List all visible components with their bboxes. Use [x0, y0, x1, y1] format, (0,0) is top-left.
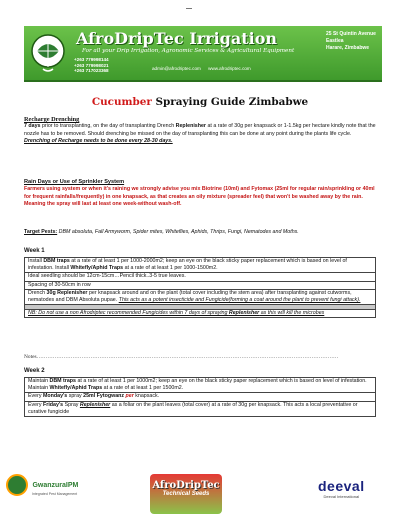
- week-2-traps: Maintain DBM traps at a rate of at least 1 per 1000m2; keep an eye on the black sticky paper replacement which is based on level of infestation. Maintain Whitefly/Aphid Traps at a rate of at least 1 per 1500m2.: [25, 378, 376, 393]
- adt-logo-name: AfroDripTec: [152, 480, 220, 491]
- week-1-label: Week 1: [24, 248, 45, 254]
- footer-logos: [0, 470, 400, 518]
- adt-logo-sub: Technical Seeds: [162, 491, 210, 497]
- table-row: [25, 393, 376, 401]
- page-title: [0, 96, 400, 108]
- phone-3: +263 717023368: [74, 68, 109, 74]
- recharge-title: Recharge Drenching: [24, 116, 80, 123]
- week-1-drench: Drench 30g Replenisher per knapsack around and on the plant (total cover including the stem area) after transplanting against cutworms, nematodes and DBM Absoluta pupae. This acts as a potent insecticide and Fungicide(forming a coat around the plant to prevent fungi attack).: [25, 289, 376, 304]
- website-link[interactable]: www.afrodriptec.com: [208, 66, 251, 71]
- phone-1: +263 779998144: [74, 57, 109, 62]
- rain-paragraph: Farmers using system or when it's raining we strongly advise you mix Biotrine (10ml) and Fytomax (25ml for regular rain/sprinkling or 40ml for frequent rainfalls/frequently) in one knapsack, as that creates an oily mixture (spreader feel) that won't be washed away by the rain. Meaning the spray will last at least one week-without wash-off.: [24, 186, 375, 207]
- week-1-spacing: Spacing of 30-50cm in row: [25, 281, 376, 289]
- deeval-name: deeval: [318, 478, 365, 494]
- week-2-friday: Every Friday's Spray Replenisher as a foliar on the plant leaves (total cover) at a rate of 30g per knapsack. This acts a local preventative or curative fungicide: [25, 401, 376, 416]
- header-mark: [186, 8, 192, 9]
- afrodriptec-seeds-logo: [150, 474, 222, 514]
- company-name: AfroDripTec Irrigation: [76, 29, 277, 48]
- table-row: [25, 378, 376, 393]
- table-row: [25, 401, 376, 416]
- contact-line: [152, 66, 257, 71]
- recharge-paragraph: 7 days prior to transplanting, on the day of transplanting Drench Replenisher at a rate of 30g per knapsack or 1-1.5kg per hectare kindly note that the nozzle has to be removed. Should drenching be missed on the day of transplanting this can be done at any point during the plants life cycle. Drenching of Recharge needs to be done every 28-30 days.: [24, 123, 376, 144]
- table-row: [25, 289, 376, 304]
- globe-leaf-logo-icon: [29, 31, 67, 75]
- table-row: [25, 273, 376, 281]
- week-1-seedling: Ideal seedling should be 12cm-15cm…Pencil thick..3-5 true leaves.: [25, 273, 376, 281]
- company-address: [326, 31, 376, 52]
- title-crop: Cucumber: [91, 96, 152, 108]
- target-pests-list: DBM absoluta, Fall Armyworm, Spider mites, Whiteflies, Aphids, Thrips, Fungi, Nematodes and Moths.: [57, 229, 299, 235]
- target-pests: [24, 229, 376, 236]
- gwanzura-sub: Integrated Pest Management: [32, 492, 78, 496]
- address-line-1: 25 St Quintin Avenue: [326, 31, 376, 37]
- week-1-traps: Install DBM traps at a rate of at least 1 per 1000-2000m2; keep an eye on the black sticky paper replacement which is based on level of infestation. Install Whitefly/Aphid Traps at a rate of at least 1 per 1000-1500m2.: [25, 258, 376, 273]
- phone-list: [74, 57, 109, 74]
- company-tagline: For all your Drip Irrigation, Agronomic Services & Agricultural Equipment: [82, 48, 295, 54]
- gwanzura-logo: [6, 474, 78, 496]
- company-banner: [24, 26, 382, 82]
- week-1-table: [24, 257, 376, 318]
- table-row: [25, 258, 376, 273]
- table-row: [25, 281, 376, 289]
- gwanzura-name: GwanzuraIPM: [32, 481, 79, 489]
- week-2-label: Week 2: [24, 368, 45, 374]
- address-line-3: Harare, Zimbabwe: [326, 45, 370, 51]
- deeval-logo: [318, 478, 365, 499]
- week-1-notes: Notes……………………………………………………………………………………………………………………………………………………: [24, 354, 339, 360]
- week-1-note: NB: Do not use a non Afrodriptec recommended Fungicides within 7 days of spraying Replenisher as this will kill the microbes: [25, 310, 376, 318]
- gwanzura-emblem-icon: [6, 474, 28, 496]
- target-pests-label: Target Pests:: [24, 229, 58, 235]
- email-link[interactable]: admin@afrodriptec.com: [152, 66, 201, 71]
- table-row: [25, 310, 376, 318]
- week-2-monday: Every Monday's spray 25ml Fytogwanz per knapsack.: [25, 393, 376, 401]
- recharge-section: [24, 116, 376, 145]
- rain-title: Rain Days or Use of Sprinkler System: [24, 179, 125, 185]
- title-rest: Spraying Guide Zimbabwe: [155, 96, 309, 108]
- deeval-sub: Deeval International: [323, 494, 360, 499]
- week-2-table: [24, 377, 376, 417]
- address-line-2: Eastlea: [326, 38, 344, 44]
- phone-2: +263 779998021: [74, 62, 109, 68]
- rain-section: [24, 179, 376, 208]
